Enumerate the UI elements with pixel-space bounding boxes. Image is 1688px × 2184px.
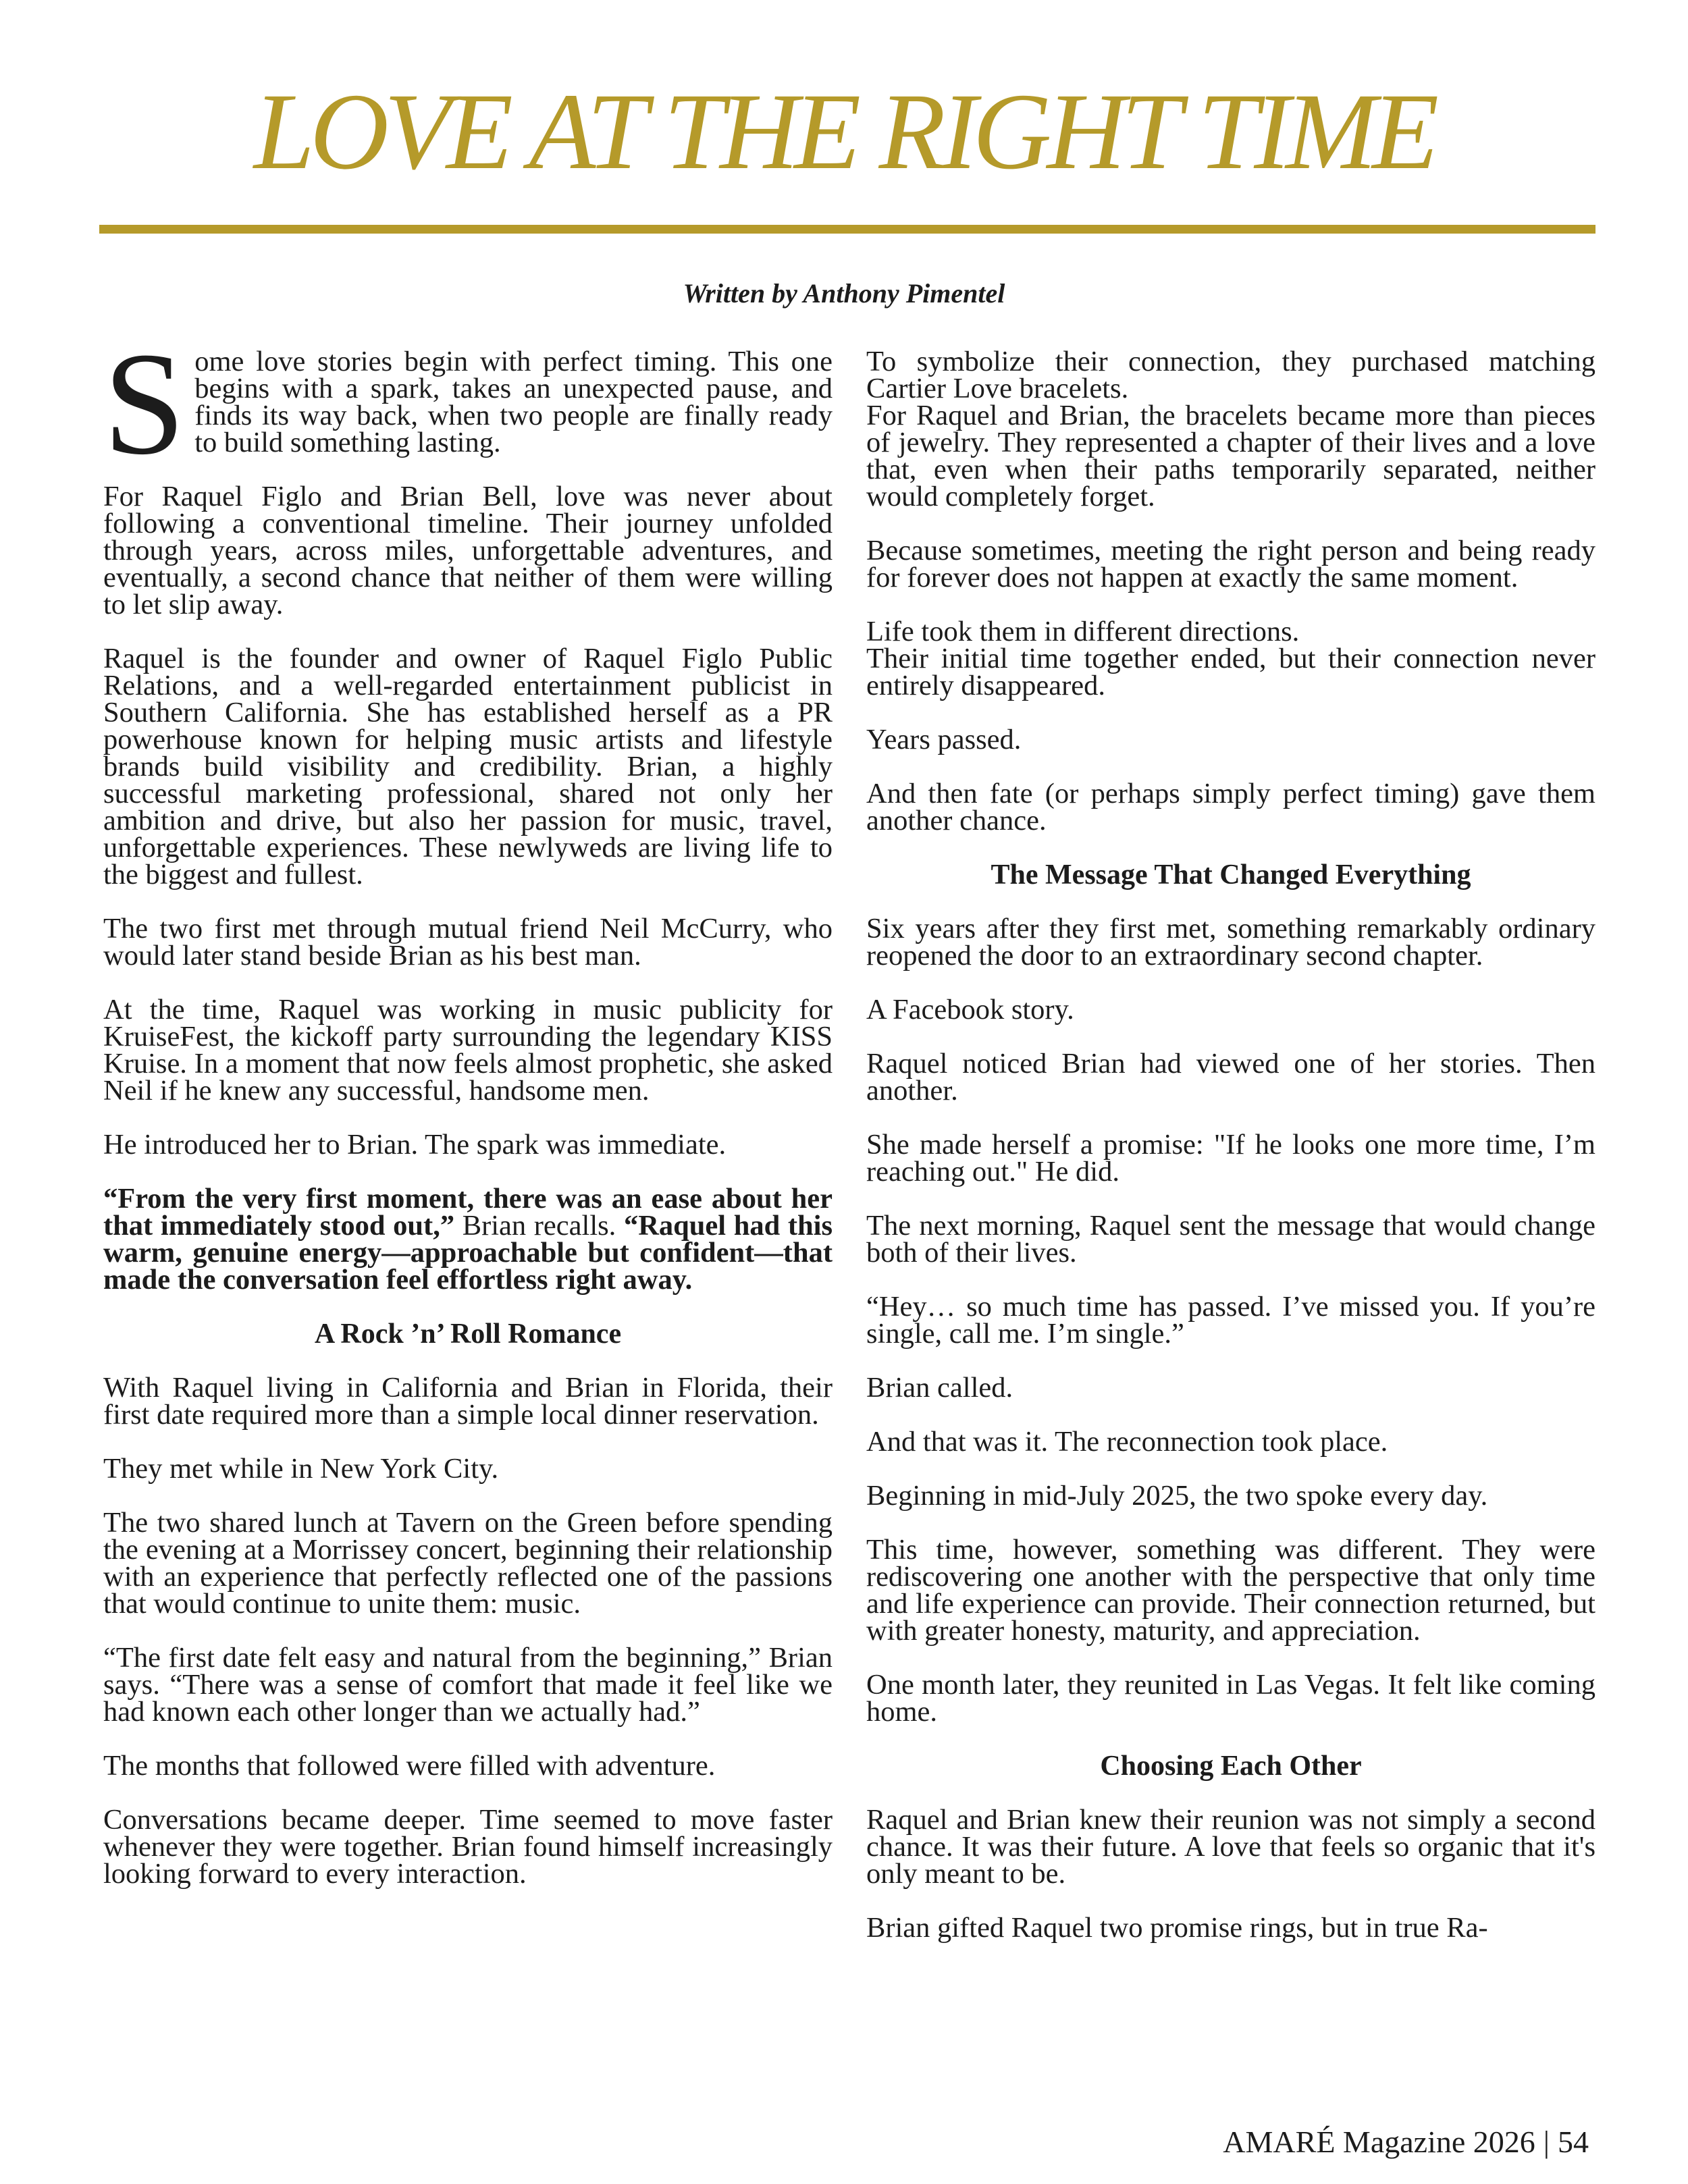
- paragraph: Raquel and Brian knew their reunion was not simply a second chance. It was their future. A love that feels so organic that it's only meant to be.: [866, 1804, 1595, 1890]
- drop-cap: S: [103, 323, 186, 485]
- paragraph: Years passed.: [866, 724, 1022, 755]
- section-heading: The Message That Changed Everything: [991, 859, 1471, 890]
- left-column: [103, 323, 833, 1915]
- paragraph: The two shared lunch at Tavern on the Green before spending the evening at a Morrissey concert, beginning their relationship with an experience that perfectly reflected one of the passions that would continue to unite them: music.: [103, 1507, 833, 1620]
- paragraph: And then fate (or perhaps simply perfect timing) gave them another chance.: [866, 778, 1595, 836]
- paragraph: This time, however, something was different. They were rediscovering one another with the perspective that only time and life experience can provide. Their connection returned, but with greater honesty, maturity, and appreciation.: [866, 1534, 1595, 1647]
- paragraph: Brian gifted Raquel two promise rings, but in true Ra-: [866, 1912, 1488, 1944]
- paragraph: The months that followed were filled with adventure.: [103, 1750, 716, 1782]
- pull-quote: “From the very first moment, there was an ease about her that immediately stood out,” Brian recalls. “Raquel had this warm, genuine energy—approachable but confident—that made the conversation feel effortless right away.: [103, 1183, 833, 1296]
- paragraph: Six years after they first met, something remarkably ordinary reopened the door to an extraordinary second chapter.: [866, 913, 1595, 971]
- paragraph: Life took them in different directions.: [866, 616, 1300, 647]
- quote-paragraph: “Hey… so much time has passed. I’ve missed you. If you’re single, call me. I’m single.”: [866, 1291, 1595, 1350]
- paragraph: For Raquel and Brian, the bracelets became more than pieces of jewelry. They represented a chapter of their lives and a love that, even when their paths temporarily separated, neither would completely forget.: [866, 400, 1595, 512]
- paragraph: The next morning, Raquel sent the message that would change both of their lives.: [866, 1210, 1595, 1269]
- paragraph: Conversations became deeper. Time seemed to move faster whenever they were together. Brian found himself increasingly looking forward to every interaction.: [103, 1804, 833, 1890]
- paragraph: Raquel noticed Brian had viewed one of her stories. Then another.: [866, 1048, 1595, 1107]
- paragraph: Some love stories begin with perfect timing. This one begins with a spark, takes an unexpected pause, and finds its way back, when two people are finally ready to build something lasting.: [103, 323, 833, 485]
- paragraph: With Raquel living in California and Brian in Florida, their first date required more than a simple local dinner reservation.: [103, 1372, 833, 1431]
- paragraph: She made herself a promise: "If he looks one more time, I’m reaching out." He did.: [866, 1129, 1595, 1188]
- paragraph: The two first met through mutual friend Neil McCurry, who would later stand beside Brian as his best man.: [103, 913, 833, 971]
- paragraph: One month later, they reunited in Las Vegas. It felt like coming home.: [866, 1669, 1595, 1728]
- section-heading: Choosing Each Other: [1100, 1751, 1362, 1782]
- page-footer: [1223, 2125, 1589, 2159]
- footer-separator: |: [1543, 2125, 1550, 2159]
- paragraph: “The first date felt easy and natural from the beginning,” Brian says. “There was a sense of comfort that made it feel like we had known each other longer than we actually had.”: [103, 1642, 833, 1728]
- page-number: 54: [1558, 2125, 1589, 2159]
- paragraph: Their initial time together ended, but their connection never entirely disappeared.: [866, 643, 1595, 701]
- title-divider: [99, 225, 1595, 234]
- right-column: [866, 348, 1595, 1969]
- paragraph: Beginning in mid-July 2025, the two spoke every day.: [866, 1480, 1488, 1512]
- paragraph: A Facebook story.: [866, 994, 1074, 1026]
- article-title: LOVE AT THE RIGHT TIME: [253, 72, 1435, 192]
- byline: Written by Anthony Pimentel: [683, 278, 1005, 309]
- paragraph: At the time, Raquel was working in music publicity for KruiseFest, the kickoff party surrounding the legendary KISS Kruise. In a moment that now feels almost prophetic, she asked Neil if he knew any successful, handsome men.: [103, 994, 833, 1107]
- section-heading: A Rock ’n’ Roll Romance: [314, 1319, 622, 1350]
- paragraph: Brian called.: [866, 1372, 1013, 1404]
- paragraph: To symbolize their connection, they purchased matching Cartier Love bracelets.: [866, 346, 1595, 404]
- paragraph: They met while in New York City.: [103, 1453, 499, 1485]
- paragraph: And that was it. The reconnection took place.: [866, 1426, 1388, 1458]
- paragraph: Raquel is the founder and owner of Raquel Figlo Public Relations, and a well-regarded entertainment publicist in Southern California. She has established herself as a PR powerhouse known for helping music artists and lifestyle brands build visibility and credibility. Brian, a highly successful marketing professional, shared not only her ambition and drive, but also her passion for music, travel, unforgettable experiences. These newlyweds are living life to the biggest and fullest.: [103, 643, 833, 890]
- magazine-name: AMARÉ Magazine 2026: [1223, 2125, 1535, 2159]
- paragraph: Because sometimes, meeting the right person and being ready for forever does not happen at exactly the same moment.: [866, 535, 1595, 593]
- paragraph: He introduced her to Brian. The spark was immediate.: [103, 1129, 727, 1161]
- paragraph: For Raquel Figlo and Brian Bell, love was never about following a conventional timeline. Their journey unfolded through years, across miles, unforgettable adventures, and eventually, a second chance that neither of them were willing to let slip away.: [103, 481, 833, 620]
